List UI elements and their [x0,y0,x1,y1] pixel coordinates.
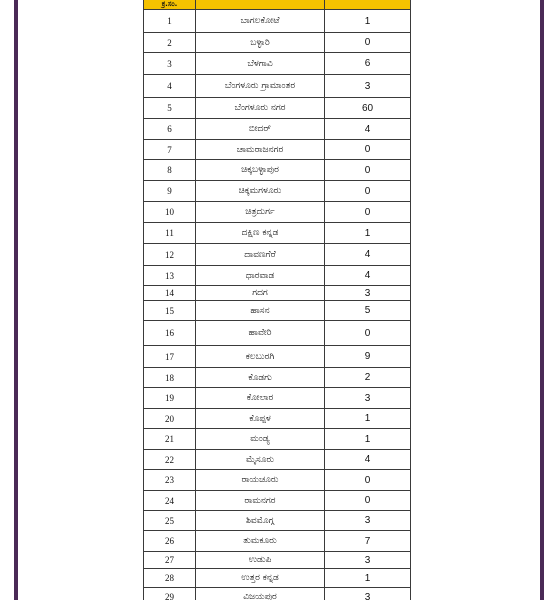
serial-number-cell: 28 [144,569,196,588]
district-name-cell: ಬಳ್ಳಾರಿ [196,33,325,53]
serial-number-cell: 3 [144,53,196,75]
serial-number-cell: 7 [144,140,196,160]
count-cell: 3 [325,588,411,600]
district-name-cell: ಉತ್ತರ ಕನ್ನಡ [196,569,325,588]
table-row [144,98,411,119]
count-cell: 0 [325,202,411,223]
district-name-cell: ಬೆಳಗಾವಿ [196,53,325,75]
count-cell: 4 [325,119,411,140]
table-row [144,368,411,388]
count-cell: 3 [325,286,411,301]
serial-number-cell: 13 [144,266,196,286]
table-row [144,286,411,301]
table-row [144,301,411,321]
count-cell: 7 [325,531,411,552]
table-row [144,346,411,368]
district-name-cell: ಚಿಕ್ಕಬಳ್ಳಾಪುರ [196,160,325,181]
header-count [325,0,411,10]
count-cell: 0 [325,321,411,346]
district-name-cell: ಹಾಸನ [196,301,325,321]
count-cell: 1 [325,10,411,33]
count-cell: 60 [325,98,411,119]
table-row [144,588,411,600]
count-cell: 1 [325,569,411,588]
count-cell: 9 [325,346,411,368]
count-cell: 1 [325,409,411,429]
district-name-cell: ಕಲಬುರಗಿ [196,346,325,368]
district-name-cell: ಮೈಸೂರು [196,450,325,470]
count-cell: 0 [325,160,411,181]
serial-number-cell: 6 [144,119,196,140]
table-row [144,160,411,181]
serial-number-cell: 18 [144,368,196,388]
serial-number-cell: 10 [144,202,196,223]
serial-number-cell: 5 [144,98,196,119]
page-border-right [540,0,544,600]
district-name-cell: ರಾಯಚೂರು [196,470,325,491]
count-cell: 5 [325,301,411,321]
district-name-cell: ತುಮಕೂರು [196,531,325,552]
table-row [144,569,411,588]
district-name-cell: ದಕ್ಷಿಣ ಕನ್ನಡ [196,223,325,244]
table-row [144,450,411,470]
district-name-cell: ಬೆಂಗಳೂರು ಗ್ರಾಮಾಂತರ [196,75,325,98]
count-cell: 3 [325,552,411,569]
table-row [144,202,411,223]
count-cell: 3 [325,388,411,409]
serial-number-cell: 14 [144,286,196,301]
count-cell: 4 [325,450,411,470]
count-cell: 4 [325,244,411,266]
header-district [196,0,325,10]
serial-number-cell: 1 [144,10,196,33]
district-name-cell: ರಾಮನಗರ [196,491,325,511]
table-row [144,140,411,160]
table-row [144,491,411,511]
district-name-cell: ಬೆಂಗಳೂರು ನಗರ [196,98,325,119]
serial-number-cell: 16 [144,321,196,346]
serial-number-cell: 8 [144,160,196,181]
count-cell: 0 [325,181,411,202]
serial-number-cell: 26 [144,531,196,552]
serial-number-cell: 12 [144,244,196,266]
district-name-cell: ಗದಗ [196,286,325,301]
district-name-cell: ಹಾವೇರಿ [196,321,325,346]
count-cell: 6 [325,53,411,75]
table-row [144,33,411,53]
district-name-cell: ವಿಜಯಪುರ [196,588,325,600]
district-name-cell: ಮಂಡ್ಯ [196,429,325,450]
serial-number-cell: 20 [144,409,196,429]
serial-number-cell: 21 [144,429,196,450]
count-cell: 0 [325,470,411,491]
count-cell: 3 [325,511,411,531]
table-row [144,10,411,33]
table-row [144,388,411,409]
count-cell: 2 [325,368,411,388]
serial-number-cell: 29 [144,588,196,600]
count-cell: 3 [325,75,411,98]
serial-number-cell: 2 [144,33,196,53]
serial-number-cell: 27 [144,552,196,569]
district-name-cell: ಕೊಪ್ಪಳ [196,409,325,429]
district-name-cell: ಬೀದರ್ [196,119,325,140]
district-name-cell: ಬಾಗಲಕೋಟೆ [196,10,325,33]
count-cell: 0 [325,140,411,160]
district-name-cell: ಚಿಕ್ಕಮಗಳೂರು [196,181,325,202]
count-cell: 0 [325,33,411,53]
serial-number-cell: 25 [144,511,196,531]
table-row [144,75,411,98]
district-name-cell: ಕೊಡಗು [196,368,325,388]
table-row [144,244,411,266]
district-name-cell: ಚಾಮರಾಜನಗರ [196,140,325,160]
table-row [144,223,411,244]
serial-number-cell: 9 [144,181,196,202]
serial-number-cell: 17 [144,346,196,368]
serial-number-cell: 19 [144,388,196,409]
table-row [144,321,411,346]
table-row [144,470,411,491]
count-cell: 0 [325,491,411,511]
district-name-cell: ಕೋಲಾರ [196,388,325,409]
serial-number-cell: 23 [144,470,196,491]
district-name-cell: ಧಾರವಾಡ [196,266,325,286]
table-header-row [144,0,411,10]
table-row [144,552,411,569]
page-border-left [14,0,18,600]
table-row [144,511,411,531]
count-cell: 4 [325,266,411,286]
serial-number-cell: 22 [144,450,196,470]
serial-number-cell: 15 [144,301,196,321]
district-name-cell: ಉಡುಪಿ [196,552,325,569]
table-row [144,429,411,450]
count-cell: 1 [325,429,411,450]
table-row [144,53,411,75]
count-cell: 1 [325,223,411,244]
serial-number-cell: 24 [144,491,196,511]
table-body [144,10,411,600]
table-row [144,531,411,552]
table-row [144,181,411,202]
district-name-cell: ಶಿವಮೊಗ್ಗ [196,511,325,531]
serial-number-cell: 4 [144,75,196,98]
district-count-table [143,0,411,600]
district-name-cell: ದಾವಣಗೆರೆ [196,244,325,266]
table-row [144,266,411,286]
table-row [144,119,411,140]
header-serial: ಕ್ರ.ಸಂ. [144,0,196,10]
serial-number-cell: 11 [144,223,196,244]
table-row [144,409,411,429]
district-name-cell: ಚಿತ್ರದುರ್ಗ [196,202,325,223]
